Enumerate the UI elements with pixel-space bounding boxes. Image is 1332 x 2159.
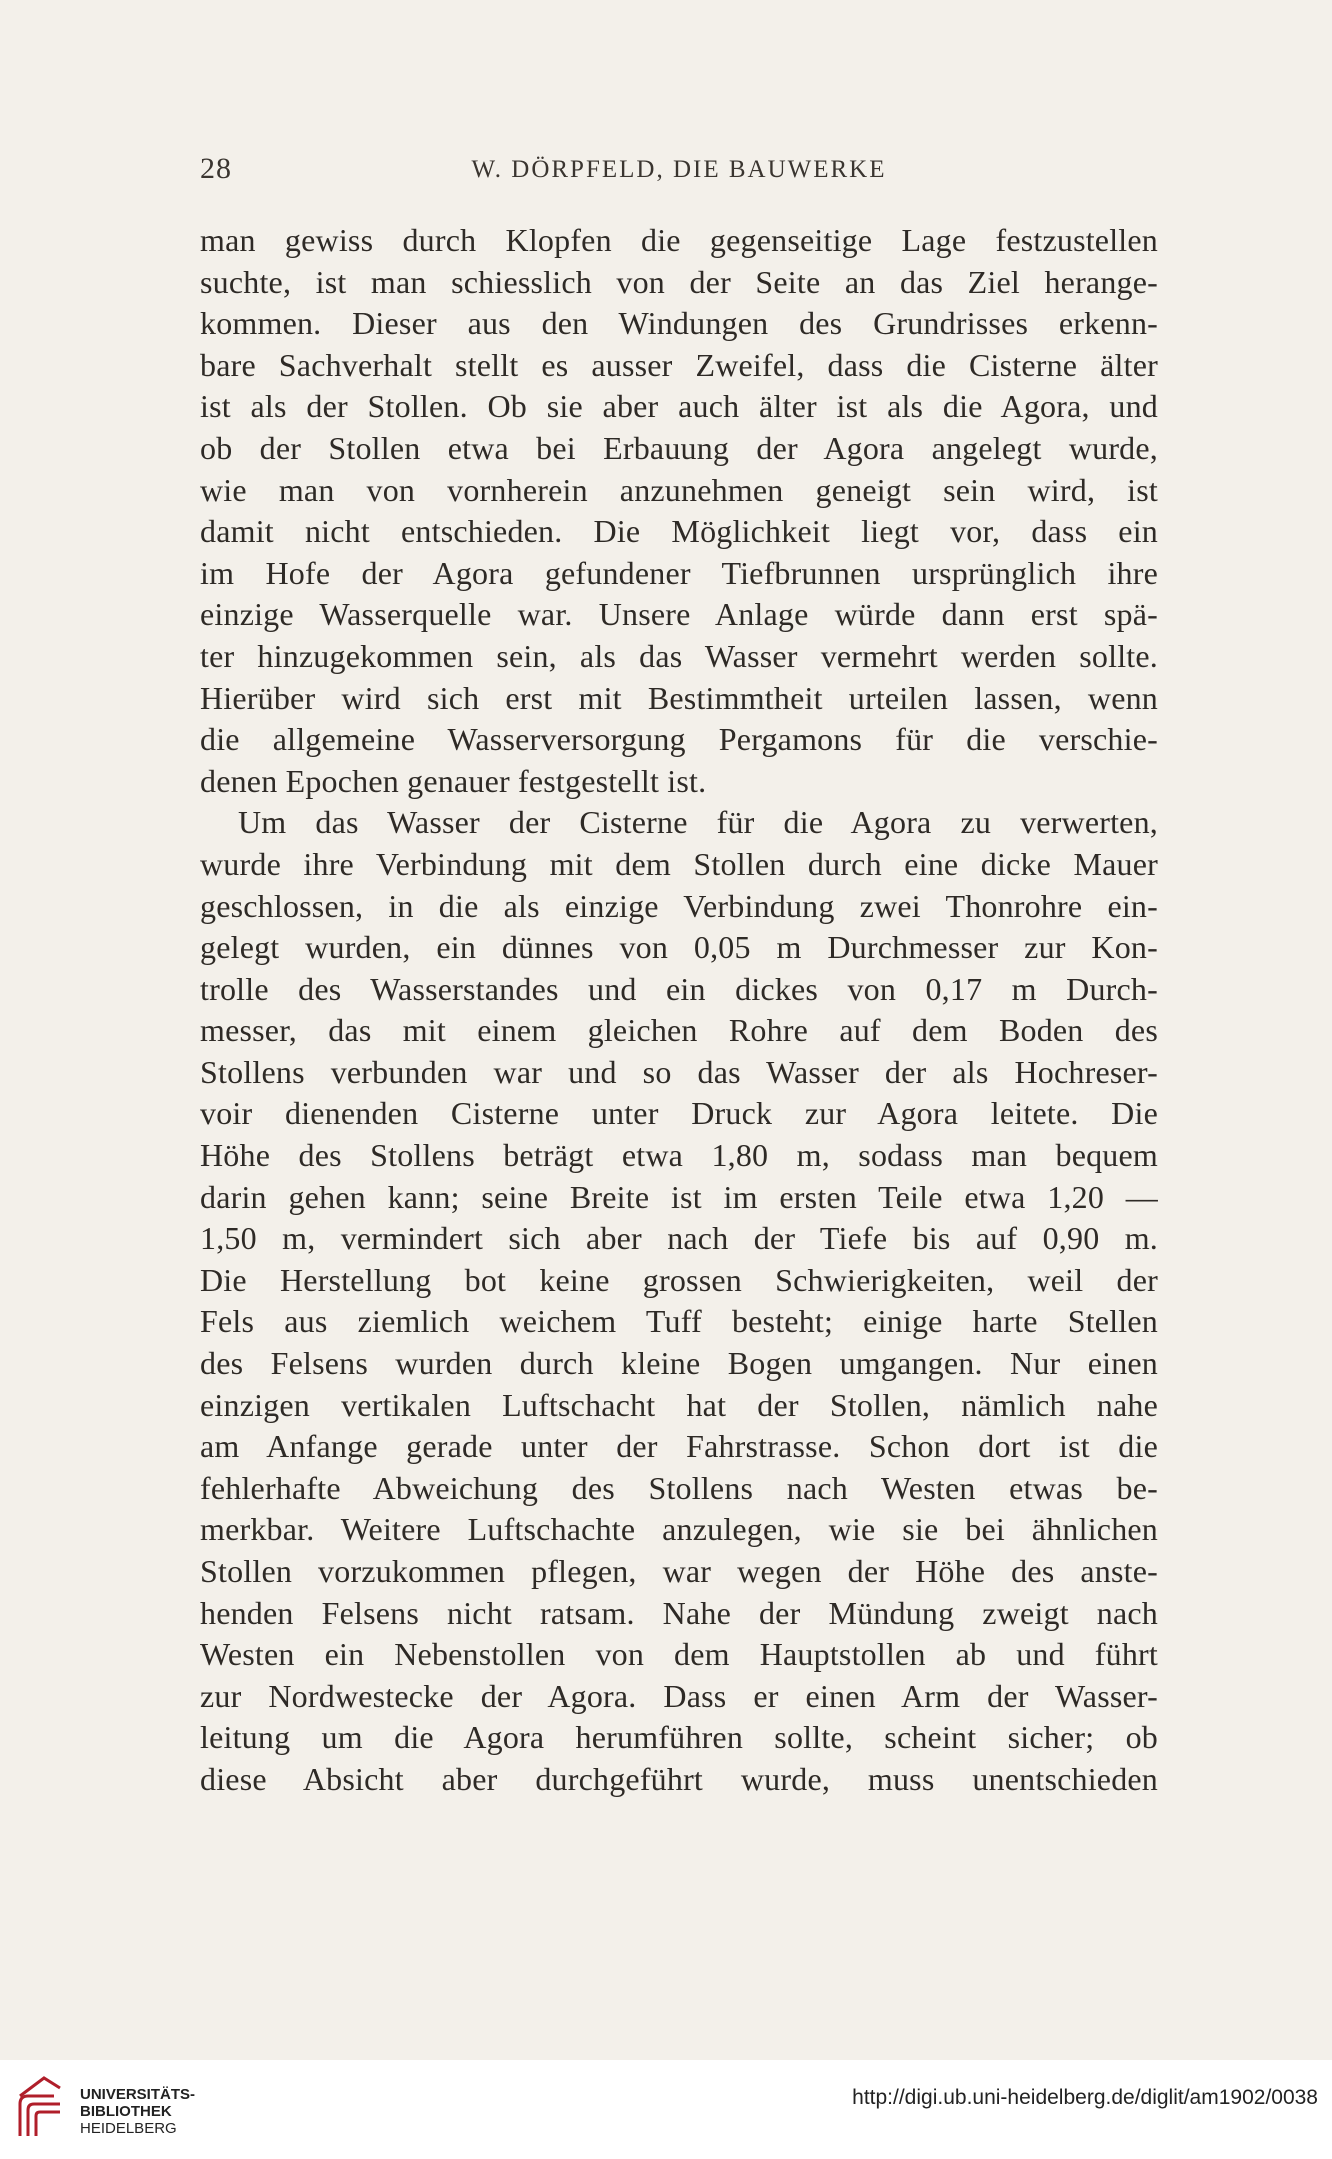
library-name-line-2: BIBLIOTHEK bbox=[80, 2103, 172, 2120]
text-line: kommen. Dieser aus den Windungen des Grundrisses erkenn- bbox=[200, 305, 1158, 342]
text-line: des Felsens wurden durch kleine Bogen umgangen. Nur einen bbox=[200, 1345, 1158, 1382]
text-line: voir dienenden Cisterne unter Druck zur Agora leitete. Die bbox=[200, 1095, 1158, 1132]
text-line: Höhe des Stollens beträgt etwa 1,80 m, sodass man bequem bbox=[200, 1137, 1158, 1174]
text-line: messer, das mit einem gleichen Rohre auf dem Boden des bbox=[200, 1012, 1158, 1049]
text-line: diese Absicht aber durchgeführt wurde, muss unentschieden bbox=[200, 1760, 1158, 1797]
permalink-url[interactable]: http://digi.ub.uni-heidelberg.de/diglit/am1902/0038 bbox=[852, 2086, 1318, 2109]
text-line: geschlossen, in die als einzige Verbindung zwei Thonrohre ein- bbox=[200, 887, 1158, 924]
text-line: trolle des Wasserstandes und ein dickes von 0,17 m Durch- bbox=[200, 970, 1158, 1007]
text-line: ob der Stollen etwa bei Erbauung der Agora angelegt wurde, bbox=[200, 429, 1158, 466]
text-line: leitung um die Agora herumführen sollte, scheint sicher; ob bbox=[200, 1719, 1158, 1756]
page-header bbox=[200, 152, 1158, 192]
text-line: 1,50 m, vermindert sich aber nach der Tiefe bis auf 0,90 m. bbox=[200, 1220, 1158, 1257]
text-line: darin gehen kann; seine Breite ist im ersten Teile etwa 1,20 — bbox=[200, 1178, 1158, 1215]
digitization-footer bbox=[0, 2060, 1332, 2159]
university-library-logo-icon bbox=[14, 2074, 66, 2140]
library-name bbox=[80, 2086, 195, 2137]
text-line: Westen ein Nebenstollen von dem Hauptstollen ab und führt bbox=[200, 1636, 1158, 1673]
text-line: suchte, ist man schiesslich von der Seite an das Ziel herange- bbox=[200, 263, 1158, 300]
text-line: Stollens verbunden war und so das Wasser der als Hochreser- bbox=[200, 1053, 1158, 1090]
text-line: Fels aus ziemlich weichem Tuff besteht; einige harte Stellen bbox=[200, 1303, 1158, 1340]
text-line: fehlerhafte Abweichung des Stollens nach Westen etwas be- bbox=[200, 1469, 1158, 1506]
text-line: henden Felsens nicht ratsam. Nahe der Mündung zweigt nach bbox=[200, 1594, 1158, 1631]
text-line: im Hofe der Agora gefundener Tiefbrunnen ursprünglich ihre bbox=[200, 554, 1158, 591]
text-line: ist als der Stollen. Ob sie aber auch älter ist als die Agora, und bbox=[200, 388, 1158, 425]
text-line: die allgemeine Wasserversorgung Pergamons für die verschie- bbox=[200, 721, 1158, 758]
text-line: wurde ihre Verbindung mit dem Stollen durch eine dicke Mauer bbox=[200, 845, 1158, 882]
text-line: einzige Wasserquelle war. Unsere Anlage würde dann erst spä- bbox=[200, 596, 1158, 633]
page-number: 28 bbox=[200, 152, 232, 185]
text-line: Stollen vorzukommen pflegen, war wegen der Höhe des anste- bbox=[200, 1553, 1158, 1589]
text-line: am Anfange gerade unter der Fahrstrasse. Schon dort ist die bbox=[200, 1428, 1158, 1465]
library-name-line-3: HEIDELBERG bbox=[80, 2120, 177, 2137]
text-line: damit nicht entschieden. Die Möglichkeit liegt vor, dass ein bbox=[200, 513, 1158, 550]
text-line: bare Sachverhalt stellt es ausser Zweifel, dass die Cisterne älter bbox=[200, 346, 1158, 383]
text-line: wie man von vornherein anzunehmen geneigt sein wird, ist bbox=[200, 471, 1158, 508]
text-line: Hierüber wird sich erst mit Bestimmtheit urteilen lassen, wenn bbox=[200, 679, 1158, 716]
text-line: man gewiss durch Klopfen die gegenseitige Lage festzustellen bbox=[200, 222, 1158, 258]
text-line: gelegt wurden, ein dünnes von 0,05 m Durchmesser zur Kon- bbox=[200, 929, 1158, 966]
body-text bbox=[200, 220, 1158, 1801]
text-line: einzigen vertikalen Luftschacht hat der Stollen, nämlich nahe bbox=[200, 1386, 1158, 1423]
text-line: Die Herstellung bot keine grossen Schwierigkeiten, weil der bbox=[200, 1261, 1158, 1298]
text-line: merkbar. Weitere Luftschachte anzulegen, wie sie bei ähnlichen bbox=[200, 1511, 1158, 1548]
library-name-line-1: UNIVERSITÄTS- bbox=[80, 2086, 196, 2103]
text-line-paragraph-end: denen Epochen genauer festgestellt ist. bbox=[200, 762, 707, 799]
running-head: W. DÖRPFELD, DIE BAUWERKE bbox=[471, 156, 887, 183]
text-line-paragraph-start: Um das Wasser der Cisterne für die Agora zu verwerten, bbox=[238, 804, 1158, 841]
text-line: ter hinzugekommen sein, als das Wasser vermehrt werden sollte. bbox=[200, 637, 1158, 674]
text-line: zur Nordwestecke der Agora. Dass er einen Arm der Wasser- bbox=[200, 1677, 1158, 1714]
